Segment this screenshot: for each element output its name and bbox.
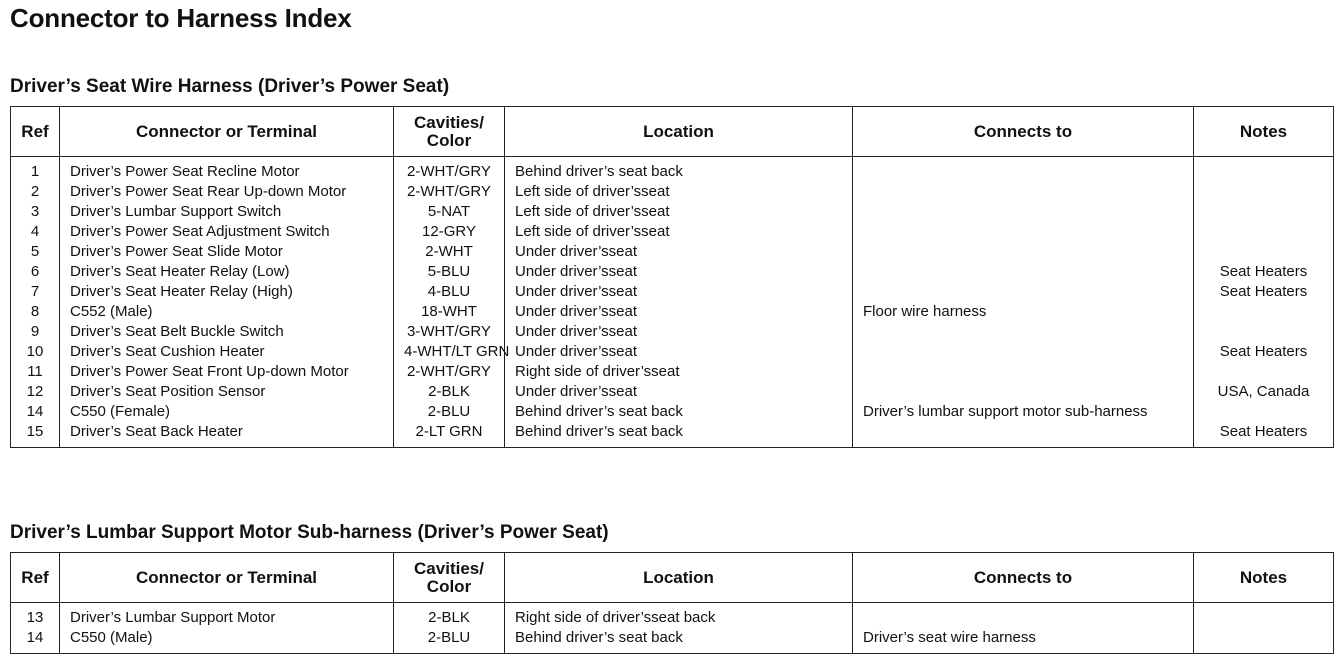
section-title-seat-wire-harness: Driver’s Seat Wire Harness (Driver’s Power Seat) xyxy=(10,76,450,97)
col-header-cavities: Cavities/ Color xyxy=(394,553,505,603)
cell-cavities: 2-WHT/GRY xyxy=(394,182,505,202)
cell-cavities: 2-WHT xyxy=(394,242,505,262)
cell-cavities: 12-GRY xyxy=(394,222,505,242)
cell-ref: 3 xyxy=(11,202,60,222)
table-row xyxy=(11,262,1334,282)
cell-ref: 12 xyxy=(11,382,60,402)
cell-connects-to: Floor wire harness xyxy=(853,302,1194,322)
cell-ref: 5 xyxy=(11,242,60,262)
cell-notes: Seat Heaters xyxy=(1194,422,1334,448)
cell-location: Left side of driver’sseat xyxy=(505,182,853,202)
cell-notes: Seat Heaters xyxy=(1194,342,1334,362)
col-header-connects-to: Connects to xyxy=(853,553,1194,603)
cell-notes xyxy=(1194,157,1334,183)
cell-connector: Driver’s Seat Cushion Heater xyxy=(60,342,394,362)
table-row xyxy=(11,603,1334,629)
cell-notes xyxy=(1194,628,1334,654)
cell-notes xyxy=(1194,322,1334,342)
cell-ref: 2 xyxy=(11,182,60,202)
cell-ref: 6 xyxy=(11,262,60,282)
col-header-location: Location xyxy=(505,553,853,603)
cell-notes xyxy=(1194,222,1334,242)
cell-cavities: 4-BLU xyxy=(394,282,505,302)
cell-notes xyxy=(1194,182,1334,202)
cell-connector: Driver’s Power Seat Slide Motor xyxy=(60,242,394,262)
cell-location: Right side of driver’sseat back xyxy=(505,603,853,629)
cell-location: Behind driver’s seat back xyxy=(505,402,853,422)
cell-connector: Driver’s Seat Position Sensor xyxy=(60,382,394,402)
cell-location: Under driver’sseat xyxy=(505,282,853,302)
table-row xyxy=(11,302,1334,322)
cell-notes: USA, Canada xyxy=(1194,382,1334,402)
cell-cavities: 5-BLU xyxy=(394,262,505,282)
cell-connector: Driver’s Lumbar Support Motor xyxy=(60,603,394,629)
cell-notes xyxy=(1194,603,1334,629)
cell-ref: 11 xyxy=(11,362,60,382)
page-title: Connector to Harness Index xyxy=(10,3,352,33)
cell-connects-to: Driver’s lumbar support motor sub-harness xyxy=(853,402,1194,422)
cell-connects-to xyxy=(853,202,1194,222)
cell-location: Right side of driver’sseat xyxy=(505,362,853,382)
cell-connects-to xyxy=(853,222,1194,242)
col-header-location: Location xyxy=(505,107,853,157)
cell-location: Under driver’sseat xyxy=(505,302,853,322)
cell-connects-to xyxy=(853,422,1194,448)
cell-notes: Seat Heaters xyxy=(1194,282,1334,302)
cell-cavities: 2-WHT/GRY xyxy=(394,157,505,183)
col-header-notes: Notes xyxy=(1194,107,1334,157)
cell-cavities: 3-WHT/GRY xyxy=(394,322,505,342)
cell-connects-to xyxy=(853,322,1194,342)
col-header-cavities: Cavities/ Color xyxy=(394,107,505,157)
col-header-ref: Ref xyxy=(11,107,60,157)
table-row xyxy=(11,628,1334,654)
cell-connects-to xyxy=(853,603,1194,629)
cell-location: Behind driver’s seat back xyxy=(505,157,853,183)
cell-connects-to: Driver’s seat wire harness xyxy=(853,628,1194,654)
cell-connector: Driver’s Lumbar Support Switch xyxy=(60,202,394,222)
cell-connects-to xyxy=(853,262,1194,282)
harness-table-seat-wire xyxy=(10,106,1334,448)
cell-cavities: 5-NAT xyxy=(394,202,505,222)
col-header-connector: Connector or Terminal xyxy=(60,553,394,603)
col-header-notes: Notes xyxy=(1194,553,1334,603)
cell-connector: Driver’s Seat Heater Relay (High) xyxy=(60,282,394,302)
cell-connects-to xyxy=(853,157,1194,183)
table-row xyxy=(11,362,1334,382)
cell-connector: C550 (Male) xyxy=(60,628,394,654)
cell-ref: 4 xyxy=(11,222,60,242)
table-header-row xyxy=(11,107,1334,157)
cell-location: Behind driver’s seat back xyxy=(505,422,853,448)
cell-notes xyxy=(1194,402,1334,422)
cell-location: Left side of driver’sseat xyxy=(505,222,853,242)
table-row xyxy=(11,342,1334,362)
cell-connector: Driver’s Power Seat Adjustment Switch xyxy=(60,222,394,242)
table-row xyxy=(11,402,1334,422)
table-row xyxy=(11,222,1334,242)
cell-notes xyxy=(1194,302,1334,322)
table-row xyxy=(11,382,1334,402)
cell-connector: Driver’s Power Seat Front Up-down Motor xyxy=(60,362,394,382)
table-row xyxy=(11,422,1334,448)
cell-ref: 14 xyxy=(11,402,60,422)
col-header-connects-to: Connects to xyxy=(853,107,1194,157)
cell-notes xyxy=(1194,202,1334,222)
cell-location: Under driver’sseat xyxy=(505,342,853,362)
cell-cavities: 4-WHT/LT GRN xyxy=(394,342,505,362)
cell-connector: Driver’s Seat Back Heater xyxy=(60,422,394,448)
cell-connects-to xyxy=(853,242,1194,262)
cell-cavities: 2-LT GRN xyxy=(394,422,505,448)
cell-connects-to xyxy=(853,182,1194,202)
cell-connector: C552 (Male) xyxy=(60,302,394,322)
harness-table-lumbar-sub xyxy=(10,552,1334,654)
table-header-row xyxy=(11,553,1334,603)
cell-location: Under driver’sseat xyxy=(505,262,853,282)
cell-cavities: 2-WHT/GRY xyxy=(394,362,505,382)
cell-notes xyxy=(1194,242,1334,262)
cell-ref: 9 xyxy=(11,322,60,342)
cell-ref: 15 xyxy=(11,422,60,448)
col-header-connector: Connector or Terminal xyxy=(60,107,394,157)
cell-ref: 13 xyxy=(11,603,60,629)
cell-ref: 8 xyxy=(11,302,60,322)
cell-connector: Driver’s Power Seat Rear Up-down Motor xyxy=(60,182,394,202)
cell-ref: 7 xyxy=(11,282,60,302)
cell-ref: 1 xyxy=(11,157,60,183)
table-row xyxy=(11,202,1334,222)
section-title-lumbar-sub-harness: Driver’s Lumbar Support Motor Sub-harness (Driver’s Power Seat) xyxy=(10,522,609,543)
table-row xyxy=(11,282,1334,302)
cell-location: Under driver’sseat xyxy=(505,382,853,402)
cell-location: Left side of driver’sseat xyxy=(505,202,853,222)
table-row xyxy=(11,157,1334,183)
table-row xyxy=(11,322,1334,342)
cell-notes: Seat Heaters xyxy=(1194,262,1334,282)
cell-connects-to xyxy=(853,382,1194,402)
cell-connects-to xyxy=(853,282,1194,302)
cell-cavities: 2-BLK xyxy=(394,603,505,629)
cell-notes xyxy=(1194,362,1334,382)
cell-cavities: 2-BLU xyxy=(394,402,505,422)
cell-location: Under driver’sseat xyxy=(505,242,853,262)
cell-location: Under driver’sseat xyxy=(505,322,853,342)
table-row xyxy=(11,242,1334,262)
cell-connector: Driver’s Seat Belt Buckle Switch xyxy=(60,322,394,342)
cell-connects-to xyxy=(853,342,1194,362)
cell-cavities: 2-BLU xyxy=(394,628,505,654)
cell-cavities: 2-BLK xyxy=(394,382,505,402)
cell-cavities: 18-WHT xyxy=(394,302,505,322)
col-header-ref: Ref xyxy=(11,553,60,603)
cell-connects-to xyxy=(853,362,1194,382)
cell-connector: Driver’s Power Seat Recline Motor xyxy=(60,157,394,183)
cell-ref: 14 xyxy=(11,628,60,654)
cell-ref: 10 xyxy=(11,342,60,362)
cell-connector: C550 (Female) xyxy=(60,402,394,422)
table-row xyxy=(11,182,1334,202)
cell-location: Behind driver’s seat back xyxy=(505,628,853,654)
cell-connector: Driver’s Seat Heater Relay (Low) xyxy=(60,262,394,282)
